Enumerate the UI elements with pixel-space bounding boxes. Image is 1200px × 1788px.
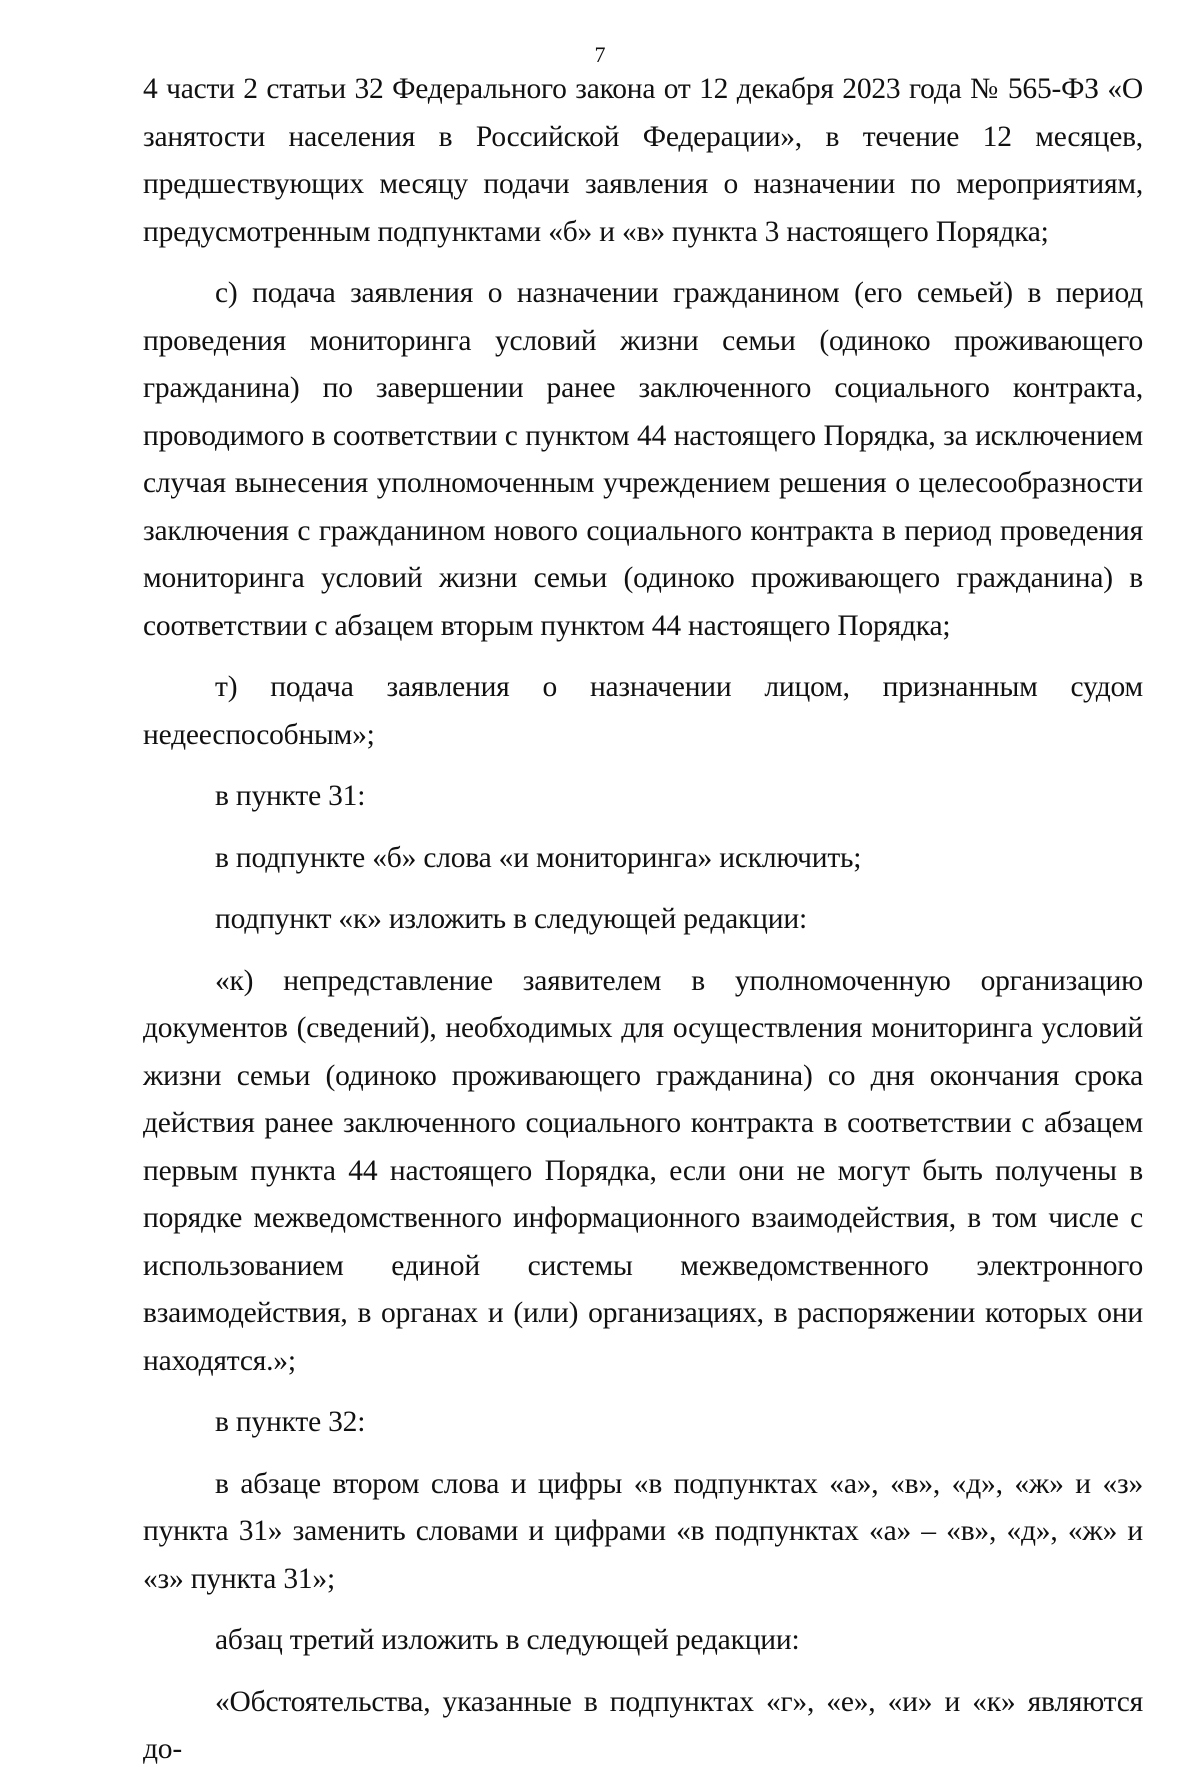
paragraph-point-32-heading: в пункте 32:	[215, 1406, 366, 1438]
paragraph-continuation: 4 части 2 статьи 32 Федерального закона от 12 декабря 2023 года № 565-ФЗ «О занятости населения в Российской Федерации», в течение 12 месяцев, предшествующих месяцу подачи заявления о назначении по мероприятиям, предусмотренным подпунктами «б» и «в» пункта 3 настоящего Порядка;	[143, 73, 1143, 248]
paragraph-subitem-k-text: «к) непредставление заявителем в уполномоченную организацию документов (сведений), необходимых для осуществления мониторинга условий жизни семьи (одиноко проживающего гражданина) со дня окончания срока действия ранее заключенного социального контракта в соответствии с абзацем первым пункта 44 настоящего Порядка, если они не могут быть получены в порядке межведомственного информационного взаимодействия, в том числе с использованием единой системы межведомственного электронного взаимодействия, в органах и (или) организациях, в распоряжении которых они находятся.»;	[143, 964, 1143, 1377]
paragraph-third-abzac-intro: абзац третий изложить в следующей редакции:	[215, 1624, 800, 1656]
paragraph-second-abzac-amendment: в абзаце втором слова и цифры «в подпунктах «а», «в», «д», «ж» и «з» пункта 31» заменить словами и цифрами «в подпунктах «а» – «в», «д», «ж» и «з» пункта 31»;	[143, 1467, 1143, 1595]
page-number: 7	[594, 42, 606, 67]
paragraph-third-abzac-text: «Обстоятельства, указанные в подпунктах «г», «е», «и» и «к» являются до-	[143, 1685, 1143, 1765]
paragraph-subitem-s: с) подача заявления о назначении гражданином (его семьей) в период проведения мониторинга условий жизни семьи (одиноко проживающего гражданина) по завершении ранее заключенного социального контракта, проводимого в соответствии с пунктом 44 настоящего Порядка, за исключением случая вынесения уполномоченным учреждением решения о целесообразности заключения с гражданином нового социального контракта в период проведения мониторинга условий жизни семьи (одиноко проживающего гражданина) в соответствии с абзацем вторым пунктом 44 настоящего Порядка;	[143, 277, 1143, 642]
paragraph-subitem-k-intro: подпункт «к» изложить в следующей редакции:	[215, 903, 807, 935]
paragraph-subitem-b-amendment: в подпункте «б» слова «и мониторинга» исключить;	[215, 841, 862, 874]
document-body	[143, 66, 1143, 1788]
paragraph-subitem-t: т) подача заявления о назначении лицом, признанным судом недееспособным»;	[143, 671, 1143, 751]
paragraph-point-31-heading: в пункте 31:	[215, 780, 366, 812]
